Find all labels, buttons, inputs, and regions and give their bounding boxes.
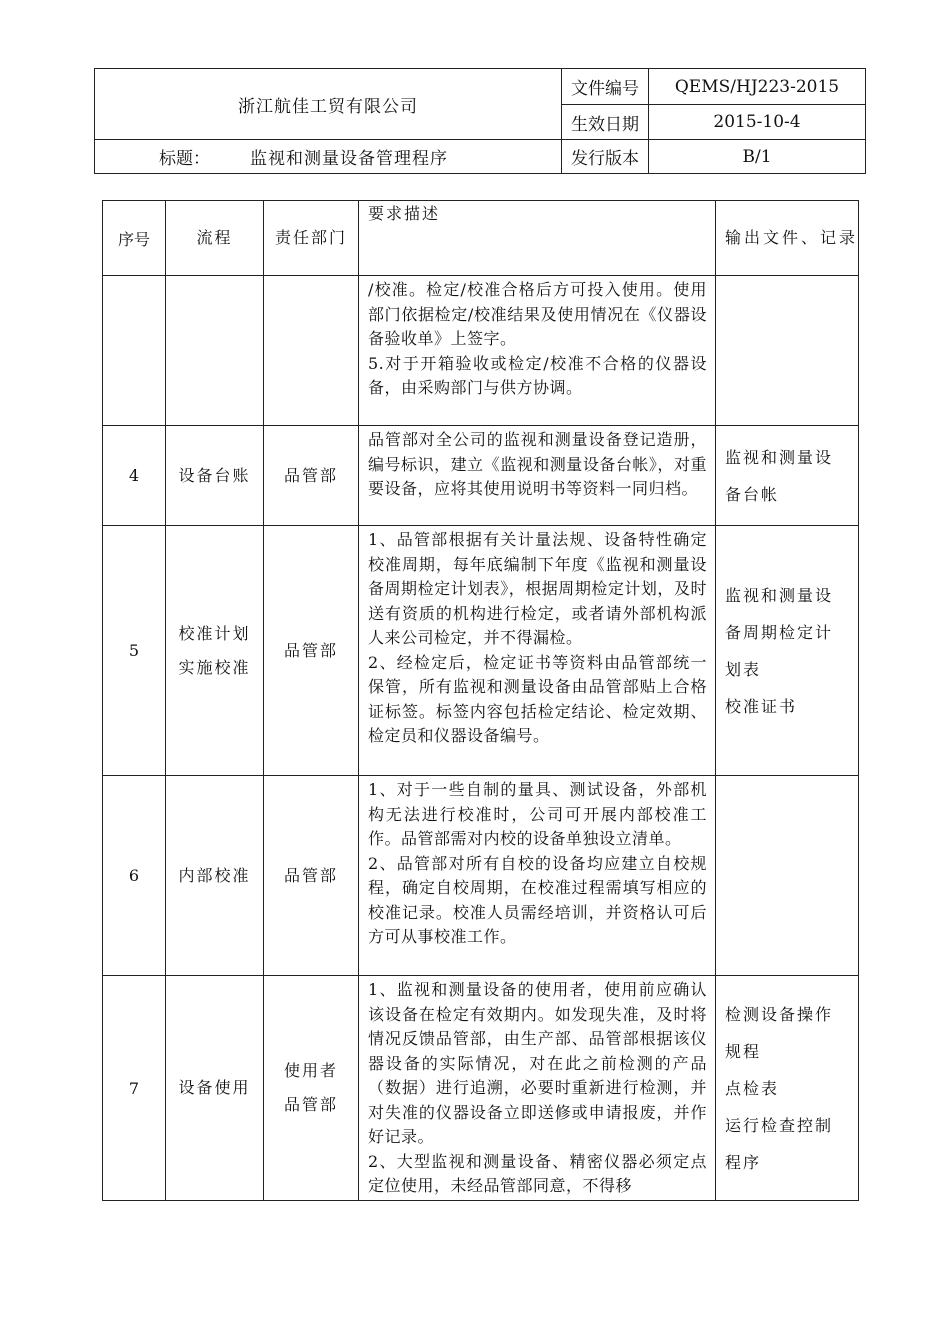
header-dept: 责任部门 (264, 201, 359, 276)
desc-paragraph: 品管部对全公司的监视和测量设备登记造册，编号标识，建立《监视和测量设备台帐》，对重要设备，应将其使用说明书等资料一同归档。 (368, 430, 707, 498)
cell-dept (264, 976, 359, 1201)
desc-paragraph: /校准。检定/校准合格后方可投入使用。使用部门依据检定/校准结果及使用情况在《仪器设备验收单》上签字。 (368, 280, 707, 348)
cell-process (166, 776, 264, 976)
dept-line: 使用者 (283, 1061, 338, 1080)
table-row (103, 776, 859, 976)
company-name: 浙江航佳工贸有限公司 (95, 69, 562, 140)
cell-desc (359, 426, 716, 526)
document-title: 监视和测量设备管理程序 (250, 149, 448, 169)
process-line: 实施校准 (178, 657, 251, 677)
desc-paragraph: 2、大型监视和测量设备、精密仪器必须定点定位使用，未经品管部同意，不得移 (368, 1151, 707, 1195)
cell-output (716, 276, 859, 426)
process-line: 设备台账 (178, 465, 251, 485)
dept-line: 品管部 (283, 1095, 338, 1114)
desc-paragraph: 5.对于开箱验收或检定/校准不合格的仪器设备，由采购部门与供方协调。 (368, 353, 707, 397)
table-row (103, 426, 859, 526)
cell-no: 6 (103, 776, 166, 976)
table-body (103, 276, 859, 1201)
cell-process (166, 526, 264, 776)
cell-dept (264, 776, 359, 976)
dept-line: 品管部 (283, 865, 338, 885)
cell-dept (264, 426, 359, 526)
process-line: 设备使用 (178, 1078, 251, 1097)
title-label: 标题： (159, 149, 210, 169)
output-line: 运行检查控制程序 (725, 1115, 834, 1172)
cell-desc (359, 776, 716, 976)
process-line: 内部校准 (178, 865, 251, 885)
desc-paragraph: 1、品管部根据有关计量法规、设备特性确定校准周期，每年底编制下年度《监视和测量设备周期检定计划表》，根据周期检定计划，及时送有资质的机构进行检定，或者请外部机构派人来公司检定，并不得漏检。 (368, 530, 707, 647)
doc-no-label: 文件编号 (562, 69, 649, 105)
document-header (94, 68, 866, 174)
desc-paragraph: 1、对于一些自制的量具、测试设备，外部机构无法进行校准时，公司可开展内部校准工作。品管部需对内校的设备单独设立清单。 (368, 780, 707, 848)
cell-no: 4 (103, 426, 166, 526)
output-line: 监视和测量设备台帐 (725, 447, 834, 504)
desc-paragraph: 2、品管部对所有自校的设备均应建立自校规程，确定自校周期，在校准过程需填写相应的校准记录。校准人员需经培训，并资格认可后方可从事校准工作。 (368, 853, 707, 946)
table-row (103, 976, 859, 1201)
version-label: 发行版本 (562, 140, 649, 174)
header-no: 序号 (103, 201, 166, 276)
output-line: 点检表 (725, 1078, 780, 1098)
process-line: 校准计划 (178, 623, 251, 643)
output-line: 监视和测量设备周期检定计划表 (725, 585, 834, 679)
cell-desc (359, 526, 716, 776)
desc-paragraph: 2、经检定后，检定证书等资料由品管部统一保管，所有监视和测量设备由品管部贴上合格证标签。标签内容包括检定结论、检定效期、检定员和仪器设备编号。 (368, 652, 707, 745)
cell-no: 5 (103, 526, 166, 776)
cell-output (716, 976, 859, 1201)
cell-process (166, 426, 264, 526)
header-desc: 要求描述 (359, 201, 716, 276)
desc-paragraph: 1、监视和测量设备的使用者，使用前应确认该设备在检定有效期内。如发现失准，及时将情况反馈品管部，由生产部、品管部根据该仪器设备的实际情况，对在此之前检测的产品（数据）进行追溯，必要时重新进行检测，并对失准的仪器设备立即送修或申请报废，并作好记录。 (368, 980, 707, 1146)
header-process: 流程 (166, 201, 264, 276)
cell-desc (359, 976, 716, 1201)
cell-no (103, 276, 166, 426)
table-row (103, 276, 859, 426)
header-output: 输出文件、记录 (716, 201, 859, 276)
effective-date-value: 2015-10-4 (649, 105, 866, 140)
cell-dept (264, 276, 359, 426)
output-line: 校准证书 (725, 696, 798, 716)
doc-no-value: QEMS/HJ223-2015 (649, 69, 866, 105)
cell-process (166, 276, 264, 426)
effective-date-label: 生效日期 (562, 105, 649, 140)
cell-output (716, 526, 859, 776)
cell-no: 7 (103, 976, 166, 1201)
cell-output (716, 776, 859, 976)
table-row (103, 526, 859, 776)
dept-line: 品管部 (283, 640, 338, 660)
output-line: 检测设备操作规程 (725, 1004, 834, 1061)
version-value: B/1 (649, 140, 866, 174)
title-cell (95, 140, 562, 174)
cell-process (166, 976, 264, 1201)
procedure-table (102, 200, 859, 1201)
cell-desc (359, 276, 716, 426)
cell-output (716, 426, 859, 526)
cell-dept (264, 526, 359, 776)
dept-line: 品管部 (283, 465, 338, 485)
